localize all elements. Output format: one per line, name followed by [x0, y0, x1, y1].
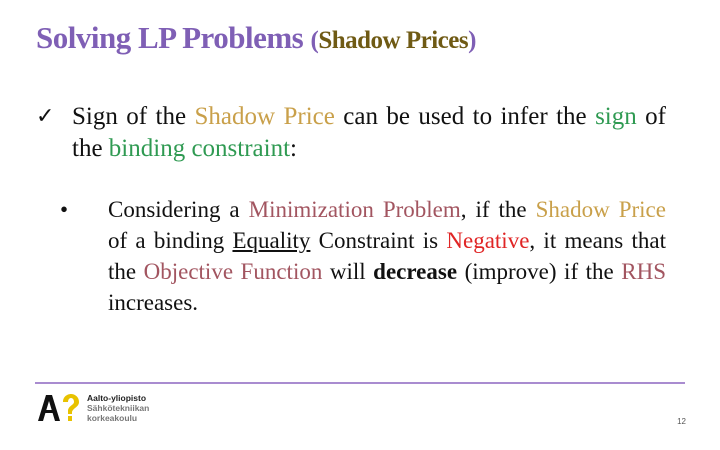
bullet-point-text [108, 194, 666, 318]
bullet-icon: • [60, 197, 69, 222]
minimization-problem-term: Minimization Problem [248, 197, 461, 222]
text-segment: (improve) if the [457, 259, 622, 284]
check-point [36, 101, 666, 165]
check-icon: ✓ [36, 104, 55, 129]
text-segment: Considering a [108, 197, 249, 222]
sign-term: sign [595, 103, 637, 130]
check-point-text [72, 101, 666, 165]
text-segment: , it means that the [108, 228, 666, 284]
text-segment: : [290, 135, 297, 162]
decrease-term: decrease [373, 259, 458, 284]
bullet-point [60, 194, 666, 318]
text-segment: of the [72, 103, 667, 162]
slide-title [36, 20, 476, 56]
negative-term: Negative [446, 228, 530, 253]
shadow-price-term: Shadow Price [535, 197, 666, 222]
aalto-logo-icon [37, 393, 81, 423]
institution-line-2: Sähkötekniikan [87, 403, 150, 413]
shadow-price-term: Shadow Price [194, 103, 335, 130]
institution-name [87, 393, 149, 423]
binding-constraint-term: binding constraint [108, 135, 291, 162]
title-main: Solving LP Problems [36, 20, 304, 55]
text-segment: can be used to infer the [334, 103, 596, 130]
text-segment: of a binding [108, 228, 233, 253]
text-segment: increases. [108, 290, 199, 315]
footer-divider [35, 382, 685, 384]
title-paren-close: ) [468, 27, 476, 54]
text-segment: Constraint is [310, 228, 447, 253]
title-subtitle: Shadow Prices [318, 27, 469, 54]
institution-line-3: korkeakoulu [87, 413, 138, 423]
equality-term: Equality [232, 228, 311, 253]
text-segment: will [322, 259, 374, 284]
rhs-term: RHS [621, 259, 666, 284]
page-number: 12 [677, 417, 686, 426]
title-paren-open: ( [310, 27, 319, 54]
text-segment: Sign of the [72, 103, 195, 130]
text-segment: , if the [460, 197, 536, 222]
objective-function-term: Objective Function [143, 259, 323, 284]
institution-line-1: Aalto-yliopisto [87, 393, 147, 403]
